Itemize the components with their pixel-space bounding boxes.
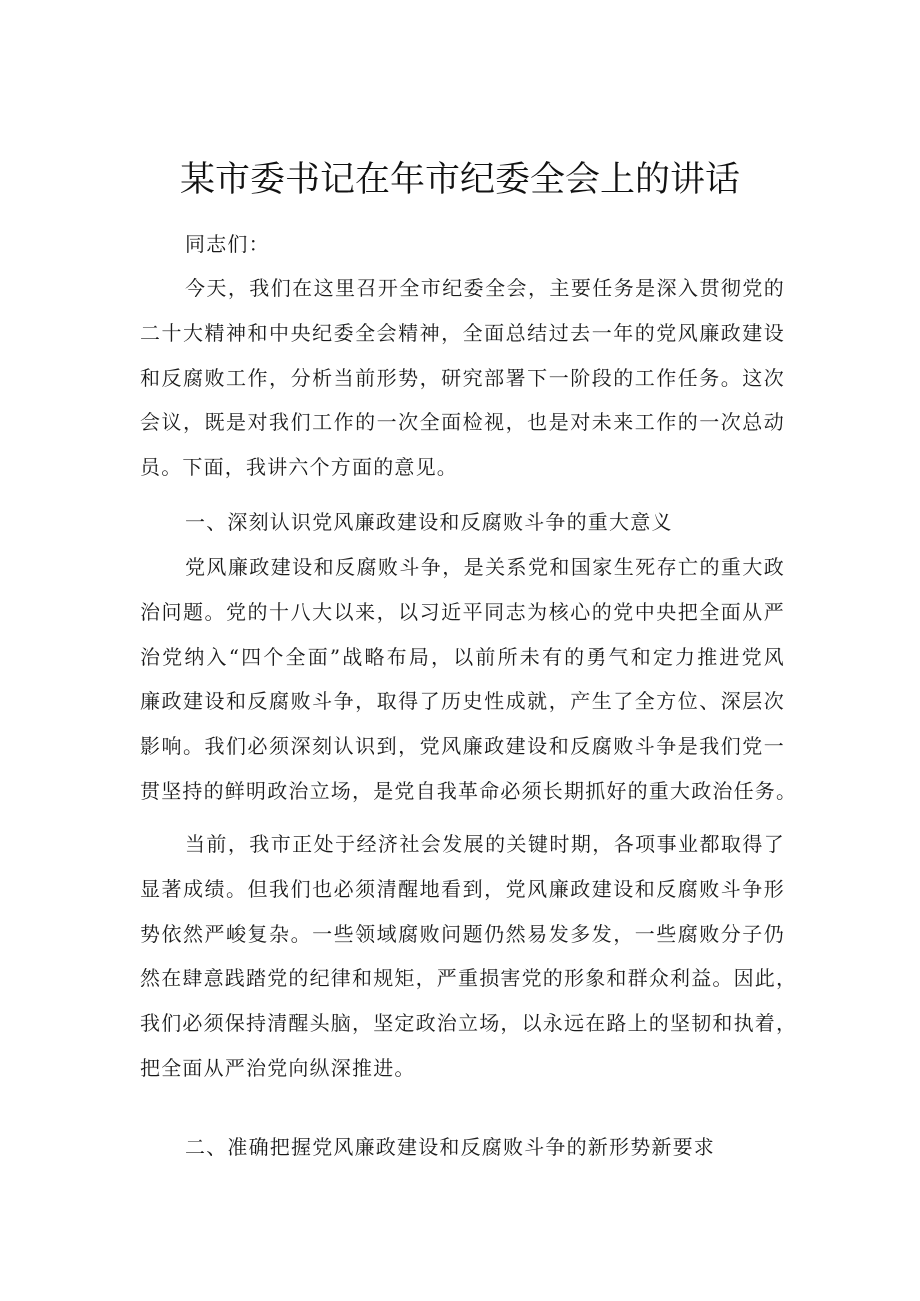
paragraph-line: 把全面从严治党向纵深推进。 (140, 1055, 416, 1080)
paragraph-line: 今天，我们在这里召开全市纪委全会，主要任务是深入贯彻党的 (185, 276, 785, 300)
paragraph-line: 贯坚持的鲜明政治立场，是党自我革命必须长期抓好的重大政治任务。 (140, 778, 798, 803)
paragraph-line: 员。下面，我讲六个方面的意见。 (140, 455, 458, 480)
paragraph-line: 势依然严峻复杂。一些领域腐败问题仍然易发多发，一些腐败分子仍 (140, 921, 785, 946)
paragraph-line: 二十大精神和中央纪委全会精神，全面总结过去一年的党风廉政建设 (140, 320, 785, 345)
heading-line: 一、深刻认识党风廉政建设和反腐败斗争的重大意义 (185, 510, 673, 534)
document-title: 某市委书记在年市纪委全会上的讲话 (179, 160, 740, 200)
paragraph-line: 党风廉政建设和反腐败斗争，是关系党和国家生死存亡的重大政 (185, 555, 785, 579)
paragraph-line: 和反腐败工作，分析当前形势，研究部署下一阶段的工作任务。这次 (140, 365, 785, 390)
paragraph-line: 治问题。党的十八大以来，以习近平同志为核心的党中央把全面从严 (140, 599, 785, 624)
paragraph-line: 显著成绩。但我们也必须清醒地看到，党风廉政建设和反腐败斗争形 (140, 876, 785, 901)
paragraph-line: 当前，我市正处于经济社会发展的关键时期，各项事业都取得了 (185, 832, 785, 856)
paragraph-opening (140, 266, 785, 490)
paragraph-line: 然在肆意践踏党的纪律和规矩，严重损害党的形象和群众利益。因此， (140, 966, 798, 991)
paragraph-line: 廉政建设和反腐败斗争，取得了历史性成就，产生了全方位、深层次 (140, 689, 785, 714)
paragraph-line: 我们必须保持清醒头脑，坚定政治立场，以永远在路上的坚韧和执着， (140, 1011, 798, 1036)
paragraph-line: 影响。我们必须深刻认识到，党风廉政建设和反腐败斗争是我们党一 (140, 734, 785, 759)
section-heading-1 (140, 500, 785, 545)
heading-line: 二、准确把握党风廉政建设和反腐败斗争的新形势新要求 (185, 1135, 715, 1159)
paragraph-line: 会议，既是对我们工作的一次全面检视，也是对未来工作的一次总动 (140, 410, 785, 435)
section-heading-2 (140, 1125, 785, 1170)
paragraph-current-situation (140, 822, 798, 1091)
paragraph-line: 治党纳入“四个全面”战略布局，以前所未有的勇气和定力推进党风 (140, 644, 785, 669)
greeting-text: 同志们： (185, 232, 270, 256)
paragraph-significance (140, 545, 798, 814)
